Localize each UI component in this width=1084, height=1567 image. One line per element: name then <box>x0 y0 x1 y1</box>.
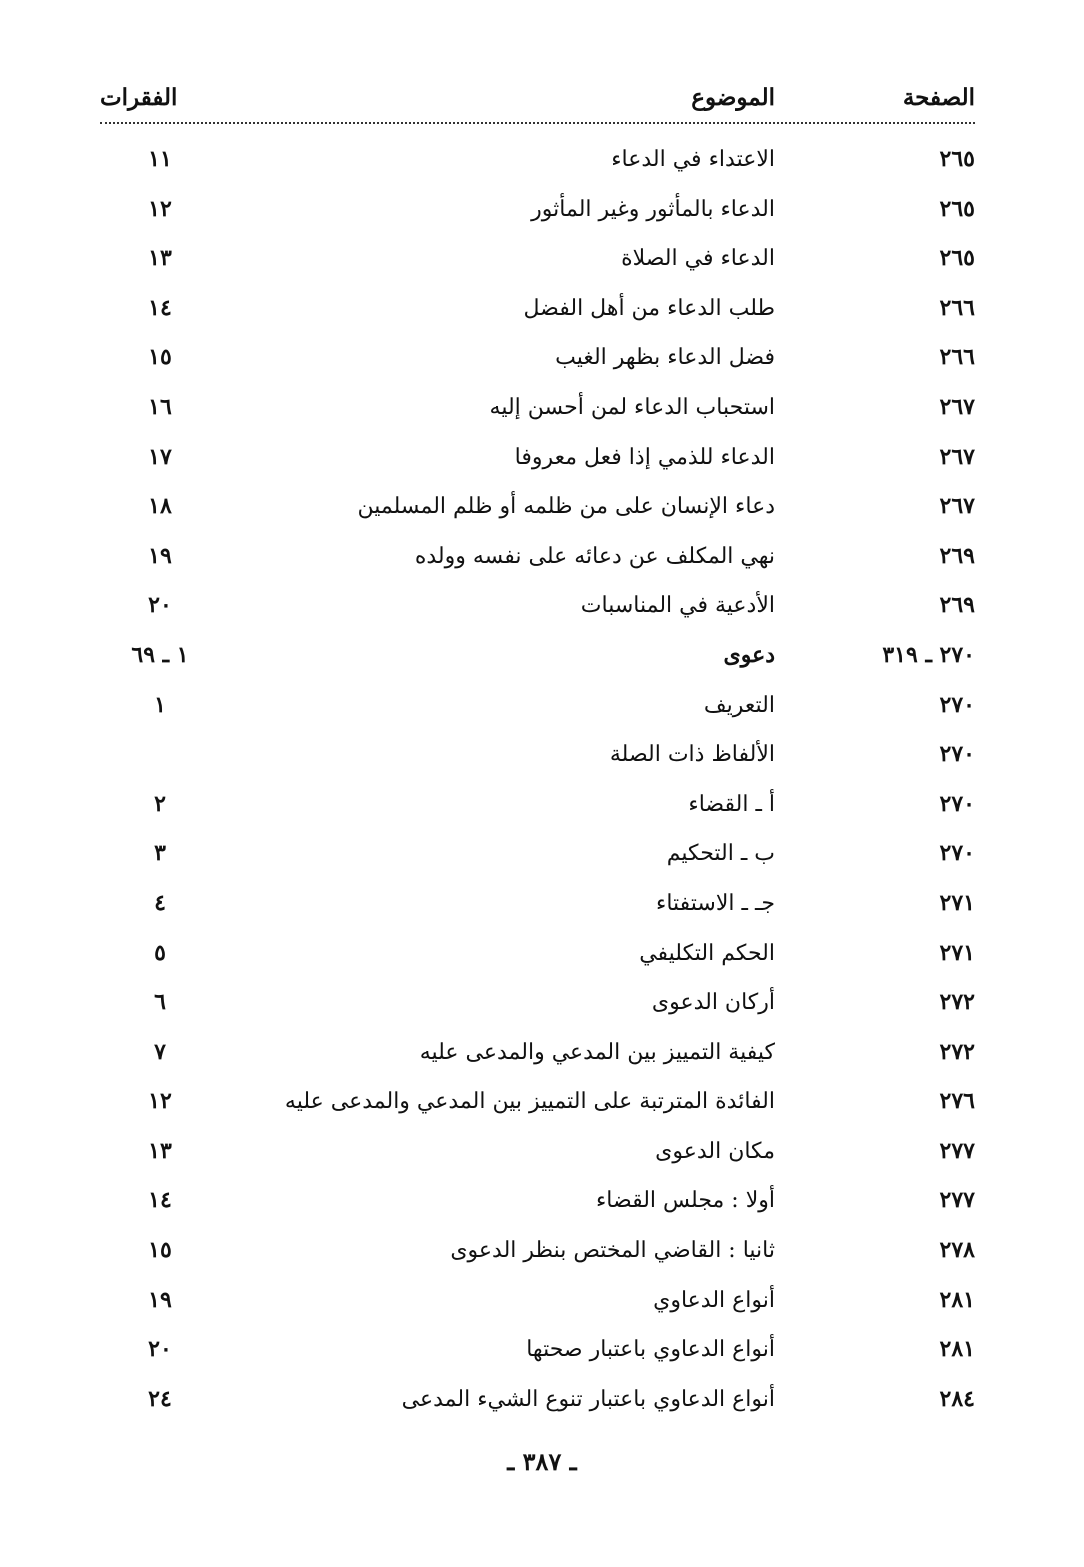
row-paragraphs: ١١ <box>148 146 172 172</box>
row-topic: الدعاء في الصلاة <box>621 246 775 272</box>
row-topic: طلب الدعاء من أهل الفضل <box>523 295 775 321</box>
row-page-number: ٢٧٧ <box>939 1187 975 1214</box>
row-topic: فضل الدعاء بظهر الغيب <box>555 345 775 371</box>
row-paragraphs: ٢٠ <box>148 1336 172 1363</box>
row-page-number: ٢٦٥ <box>939 195 975 222</box>
table-row <box>100 185 975 235</box>
row-page-number: ٢٦٧ <box>939 493 975 520</box>
row-page-number: ٢٧٧ <box>939 1137 975 1164</box>
row-paragraphs: ٢٠ <box>148 592 172 619</box>
row-page-number: ٢٦٦ <box>939 344 975 371</box>
table-row <box>100 730 975 780</box>
row-paragraphs: ١٥ <box>148 1237 172 1264</box>
row-page-number: ٢٧٠ <box>939 790 975 817</box>
table-row <box>100 829 975 879</box>
table-row <box>100 1325 975 1375</box>
table-row <box>100 1127 975 1177</box>
row-paragraphs: ١ ـ ٦٩ <box>131 641 189 668</box>
row-paragraphs: ١ <box>154 691 166 718</box>
row-topic: الأدعية في المناسبات <box>580 593 775 619</box>
row-paragraphs: ١٣ <box>148 1137 172 1164</box>
row-page-number: ٢٧١ <box>939 939 975 966</box>
row-paragraphs: ٧ <box>154 1038 166 1065</box>
row-paragraphs: ٤ <box>154 889 166 916</box>
row-paragraphs: ١٩ <box>148 1286 172 1313</box>
table-row <box>100 234 975 284</box>
table-row <box>100 284 975 334</box>
row-paragraphs: ١٤ <box>148 1187 172 1214</box>
table-row <box>100 433 975 483</box>
table-row <box>100 978 975 1028</box>
table-row <box>100 1077 975 1127</box>
row-page-number: ٢٦٧ <box>939 443 975 470</box>
table-row <box>100 333 975 383</box>
row-page-number: ٢٦٧ <box>939 393 975 420</box>
row-topic: مكان الدعوى <box>655 1138 775 1164</box>
table-row <box>100 780 975 830</box>
row-paragraphs: ١٣ <box>148 245 172 272</box>
column-header-page: الصفحة <box>902 84 975 111</box>
row-topic: أ ـ القضاء <box>688 791 775 817</box>
row-topic: كيفية التمييز بين المدعي والمدعى عليه <box>419 1039 775 1065</box>
row-page-number: ٢٧٠ <box>939 840 975 867</box>
row-topic: نهي المكلف عن دعائه على نفسه وولده <box>414 543 775 569</box>
row-paragraphs: ١٢ <box>148 1088 172 1115</box>
row-page-number: ٢٧١ <box>939 889 975 916</box>
table-row <box>100 1226 975 1276</box>
row-page-number: ٢٦٥ <box>939 245 975 272</box>
row-page-number: ٢٧٠ <box>939 741 975 768</box>
row-page-number: ٢٦٩ <box>939 592 975 619</box>
column-header-paragraphs: الفقرات <box>100 84 178 111</box>
row-topic: ب ـ التحكيم <box>666 841 775 867</box>
row-paragraphs: ٥ <box>154 939 166 966</box>
table-row <box>100 1028 975 1078</box>
table-row <box>100 532 975 582</box>
row-paragraphs: ١٥ <box>148 344 172 371</box>
row-topic: استحباب الدعاء لمن أحسن إليه <box>489 394 775 420</box>
row-paragraphs: ٣ <box>154 840 166 867</box>
row-page-number: ٢٨١ <box>939 1286 975 1313</box>
index-table <box>100 135 975 1424</box>
row-topic: أولا : مجلس القضاء <box>595 1188 775 1214</box>
row-page-number: ٢٦٦ <box>939 294 975 321</box>
row-page-number: ٢٧٦ <box>939 1088 975 1115</box>
row-topic: الفائدة المترتبة على التمييز بين المدعي والمدعى عليه <box>284 1089 775 1115</box>
row-paragraphs: ١٩ <box>148 542 172 569</box>
table-row <box>100 1176 975 1226</box>
row-topic: أنواع الدعاوي <box>653 1287 775 1313</box>
row-page-number: ٢٧٢ <box>939 989 975 1016</box>
row-topic: الدعاء للذمي إذا فعل معروفا <box>514 444 775 470</box>
row-topic: الحكم التكليفي <box>639 940 775 966</box>
row-page-number: ٢٧٠ <box>939 691 975 718</box>
table-row <box>100 929 975 979</box>
row-paragraphs: ٢ <box>154 790 166 817</box>
row-topic: أركان الدعوى <box>651 990 775 1016</box>
table-row <box>100 1276 975 1326</box>
table-row <box>100 631 975 681</box>
row-page-number: ٢٨١ <box>939 1336 975 1363</box>
header-dotted-divider <box>100 122 975 124</box>
column-header-topic: الموضوع <box>691 84 775 111</box>
table-row <box>100 383 975 433</box>
row-page-number: ٢٧٠ ـ ٣١٩ <box>882 641 975 668</box>
row-paragraphs: ١٨ <box>148 493 172 520</box>
row-paragraphs: ١٤ <box>148 294 172 321</box>
row-topic: جـ ـ الاستفتاء <box>655 890 775 916</box>
row-topic: ثانيا : القاضي المختص بنظر الدعوى <box>450 1238 775 1264</box>
row-topic: التعريف <box>703 692 775 718</box>
row-paragraphs: ٦ <box>154 989 166 1016</box>
row-paragraphs: ١٦ <box>148 393 172 420</box>
row-paragraphs: ٢٤ <box>148 1385 172 1412</box>
table-header <box>100 78 975 118</box>
table-row <box>100 1375 975 1425</box>
row-topic: الدعاء بالمأثور وغير المأثور <box>531 196 775 222</box>
row-paragraphs: ١٢ <box>148 195 172 222</box>
row-paragraphs: ١٧ <box>148 443 172 470</box>
row-page-number: ٢٧٢ <box>939 1038 975 1065</box>
row-page-number: ٢٦٥ <box>939 146 975 172</box>
row-page-number: ٢٧٨ <box>939 1237 975 1264</box>
table-row <box>100 482 975 532</box>
row-topic-heading: دعوى <box>723 641 775 668</box>
table-row <box>100 581 975 631</box>
row-topic: الألفاظ ذات الصلة <box>609 742 775 768</box>
row-page-number: ٢٦٩ <box>939 542 975 569</box>
row-page-number: ٢٨٤ <box>939 1385 975 1412</box>
row-topic: دعاء الإنسان على من ظلمه أو ظلم المسلمين <box>357 494 775 520</box>
page-number: ـ ٣٨٧ ـ <box>507 1447 577 1476</box>
table-row <box>100 681 975 731</box>
row-topic: الاعتداء في الدعاء <box>611 147 775 172</box>
row-topic: أنواع الدعاوي باعتبار تنوع الشيء المدعى <box>401 1386 775 1412</box>
table-row <box>100 135 975 185</box>
table-row <box>100 879 975 929</box>
row-topic: أنواع الدعاوي باعتبار صحتها <box>526 1337 775 1363</box>
